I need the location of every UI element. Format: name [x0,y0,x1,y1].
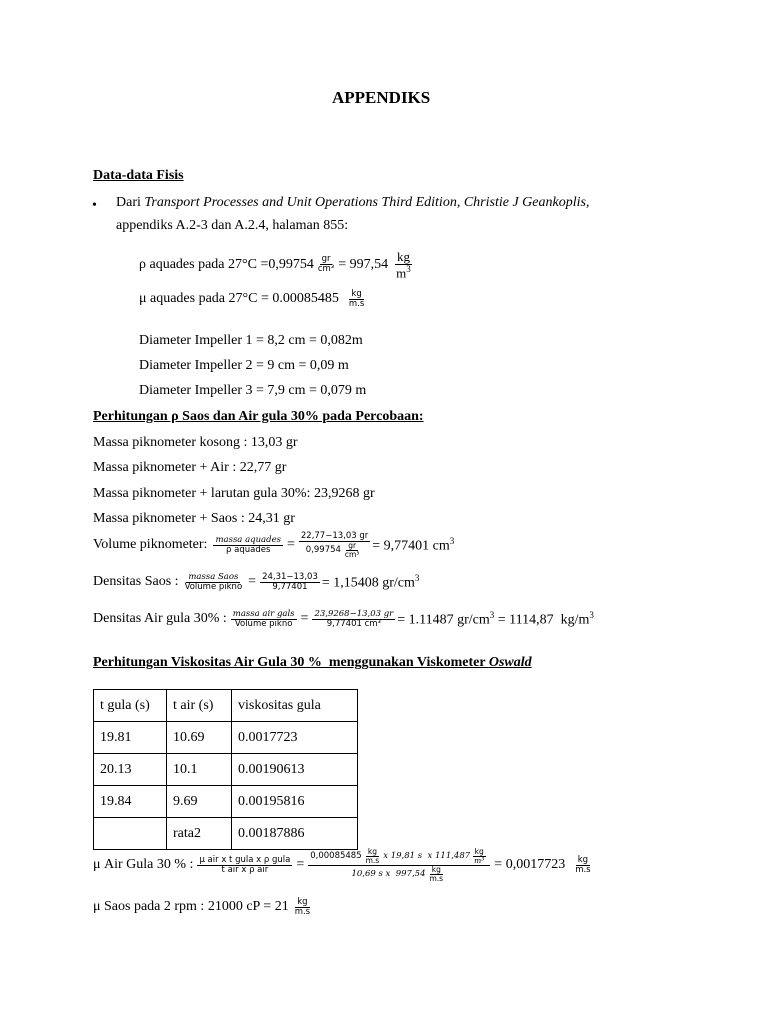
mu-f1-num: μ air x t gula x ρ gula [199,854,291,865]
unit-kg: kg [474,847,484,856]
air-f1-num: massa air gals [232,609,295,619]
mu-saos-unit [293,898,312,917]
volume-equation [93,532,454,559]
bullet-icon: • [92,198,97,213]
saos-f2-den: 9,77401 [272,581,308,592]
saos-f1-num: massa Saos [188,572,239,582]
air-f1-den: Volume pikno [234,618,293,629]
rho-kg: kg [396,249,410,264]
air-fraction-2 [312,610,395,629]
saos-fraction-1 [183,573,245,592]
saos-fraction-2 [260,573,320,592]
saos-label: Densitas Saos : [93,574,179,590]
air-label: Densitas Air gula 30% : [93,611,227,627]
saos-result-exp: 3 [414,573,420,584]
mu-air-gula-label: μ Air Gula 30 % : [93,857,194,873]
impeller-1: Diameter Impeller 1 = 8,2 cm = 0,082m [139,333,363,348]
table-row [94,786,358,818]
table-cell: 20.13 [94,754,167,786]
mu-f2-num-unit-1 [364,848,382,865]
saos-result [322,573,420,592]
unit-ms: m.s [575,864,591,875]
section-heading-data-fisis: Data-data Fisis [93,168,184,183]
table-cell: 0.00190613 [232,754,358,786]
mass-line-3: Massa piknometer + larutan gula 30%: 23,9268 gr [93,486,375,501]
mu-unit-den: m.s [348,298,365,309]
volume-result [372,536,454,555]
air-result-exp-2: 3 [589,610,594,621]
section-heading-viskositas [93,655,532,671]
mass-line-1: Massa piknometer kosong : 13,03 gr [93,435,298,450]
table-header-cell: t air (s) [167,690,232,722]
unit-ms: m.s [365,855,380,865]
volume-result-exp: 3 [449,535,455,546]
impeller-2: Diameter Impeller 2 = 9 cm = 0,09 m [139,358,349,373]
volume-f2-unit-num: gr [348,540,357,550]
volume-f2-num: 22,77−13,03 gr [300,531,369,541]
section-heading-perhitungan-rho: Perhitungan ρ Saos dan Air gula 30% pada Percobaan: [93,409,424,424]
rho-unit-num: gr [321,254,331,265]
mu-saos-line [93,898,314,917]
mu-f2-num-b: x 19,81 s x 111,487 [383,850,471,861]
equals-sign: = [286,537,295,553]
mu-aquades-line [139,290,368,309]
table-cell: 0.0017723 [232,722,358,754]
densitas-air-gula-equation [93,610,594,629]
source-line [116,195,589,211]
air-fraction-1 [231,610,297,629]
source-continuation: appendiks A.2-3 dan A.2.4, halaman 855: [116,218,349,233]
volume-fraction-1 [213,536,283,555]
volume-f2-unit-den: cm³ [344,549,360,559]
mu-f2-num-a: 0,00085485 [310,850,362,861]
mu-result-unit [573,856,592,875]
mu-f2-den-unit [427,866,445,883]
mu-fraction-2 [308,848,490,883]
rho-kg-m3-fraction [394,250,413,280]
volume-f2-den-value: 0,99754 [305,544,341,555]
mu-saos-text: μ Saos pada 2 rpm : 21000 cP = 21 [93,899,289,915]
air-f2-den: 9,77401 cm³ [326,618,381,629]
volume-f2-den-unit [343,542,361,559]
table-cell [94,818,167,850]
mu-result: = 0,0017723 [494,857,566,873]
saos-f2-num: 24,31−13,03 [262,572,318,582]
table-header-cell: t gula (s) [94,690,167,722]
mu-air-gula-equation [93,848,595,883]
air-result-text-2: = 1114,87 kg/m [494,612,590,628]
viskositas-heading-italic: Oswald [488,655,532,670]
unit-kg: kg [577,854,589,865]
equals-sign: = [296,857,305,873]
table-cell: rata2 [167,818,232,850]
mass-line-4: Massa piknometer + Saos : 24,31 gr [93,511,295,526]
rho-aquades-text: ρ aquades pada 27°C =0,99754 [139,256,314,272]
viskositas-heading-text: Perhitungan Viskositas Air Gula 30 % menggunakan Viskometer [93,655,489,670]
unit-m3: m³ [474,855,485,865]
impeller-3: Diameter Impeller 3 = 7,9 cm = 0,079 m [139,383,367,398]
rho-m: m [396,264,407,280]
table-cell: 10.1 [167,754,232,786]
table-row [94,754,358,786]
table-header-row [94,690,358,722]
volume-label: Volume piknometer: [93,537,208,553]
mu-f1-den: t air x ρ air [221,864,269,875]
volume-fraction-2 [299,532,370,559]
mu-unit-num: kg [351,289,362,299]
rho-unit-fraction [316,255,336,274]
table-row [94,818,358,850]
volume-f2-den [304,542,366,559]
mu-aquades-text: μ aquades pada 27°C = 0.00085485 [139,291,339,307]
viscosity-table [93,689,358,850]
source-title: Transport Processes and Unit Operations Third Edition, Christie J Geankoplis, [144,195,590,210]
mu-f2-den [349,866,449,883]
air-result [397,610,594,629]
mu-f2-den-a: 10,69 s x 997,54 [351,868,426,879]
table-cell: 10.69 [167,722,232,754]
equals-sign: = [300,611,309,627]
page-title: APPENDIKS [332,88,431,107]
unit-kg: kg [367,847,377,856]
rho-exp: 3 [406,263,411,274]
mu-fraction-1 [197,856,292,875]
table-cell: 9.69 [167,786,232,818]
unit-ms: m.s [429,873,444,883]
table-cell: 0.00195816 [232,786,358,818]
volume-result-text: = 9,77401 cm [372,538,450,554]
source-prefix: Dari [116,195,145,210]
rho-m3 [394,265,413,280]
equals-sign: = [248,574,257,590]
mu-f2-num [308,848,490,866]
air-result-exp-1: 3 [489,610,495,621]
unit-kg: kg [297,897,308,907]
saos-result-text: = 1,15408 gr/cm [321,575,415,591]
mass-line-2: Massa piknometer + Air : 22,77 gr [93,460,287,475]
volume-f1-den: ρ aquades [226,544,271,555]
saos-f1-den: Volume pikno [184,581,243,592]
rho-unit-den: cm³ [317,264,335,275]
rho-aquades-line [139,250,415,280]
mu-f2-num-unit-2 [472,848,486,865]
table-row [94,722,358,754]
mu-unit-fraction [347,290,366,309]
table-cell: 19.81 [94,722,167,754]
table-cell: 0.00187886 [232,818,358,850]
densitas-saos-equation [93,573,419,592]
air-f2-num: 23,9268−13,03 gr [314,609,394,619]
volume-f1-num: massa aquades [215,534,281,545]
unit-ms: m.s [294,906,311,917]
rho-aquades-value: = 997,54 [338,256,389,272]
unit-kg: kg [431,864,441,874]
air-result-text-1: = 1.11487 gr/cm [397,612,490,628]
table-cell: 19.84 [94,786,167,818]
table-header-cell: viskositas gula [232,690,358,722]
